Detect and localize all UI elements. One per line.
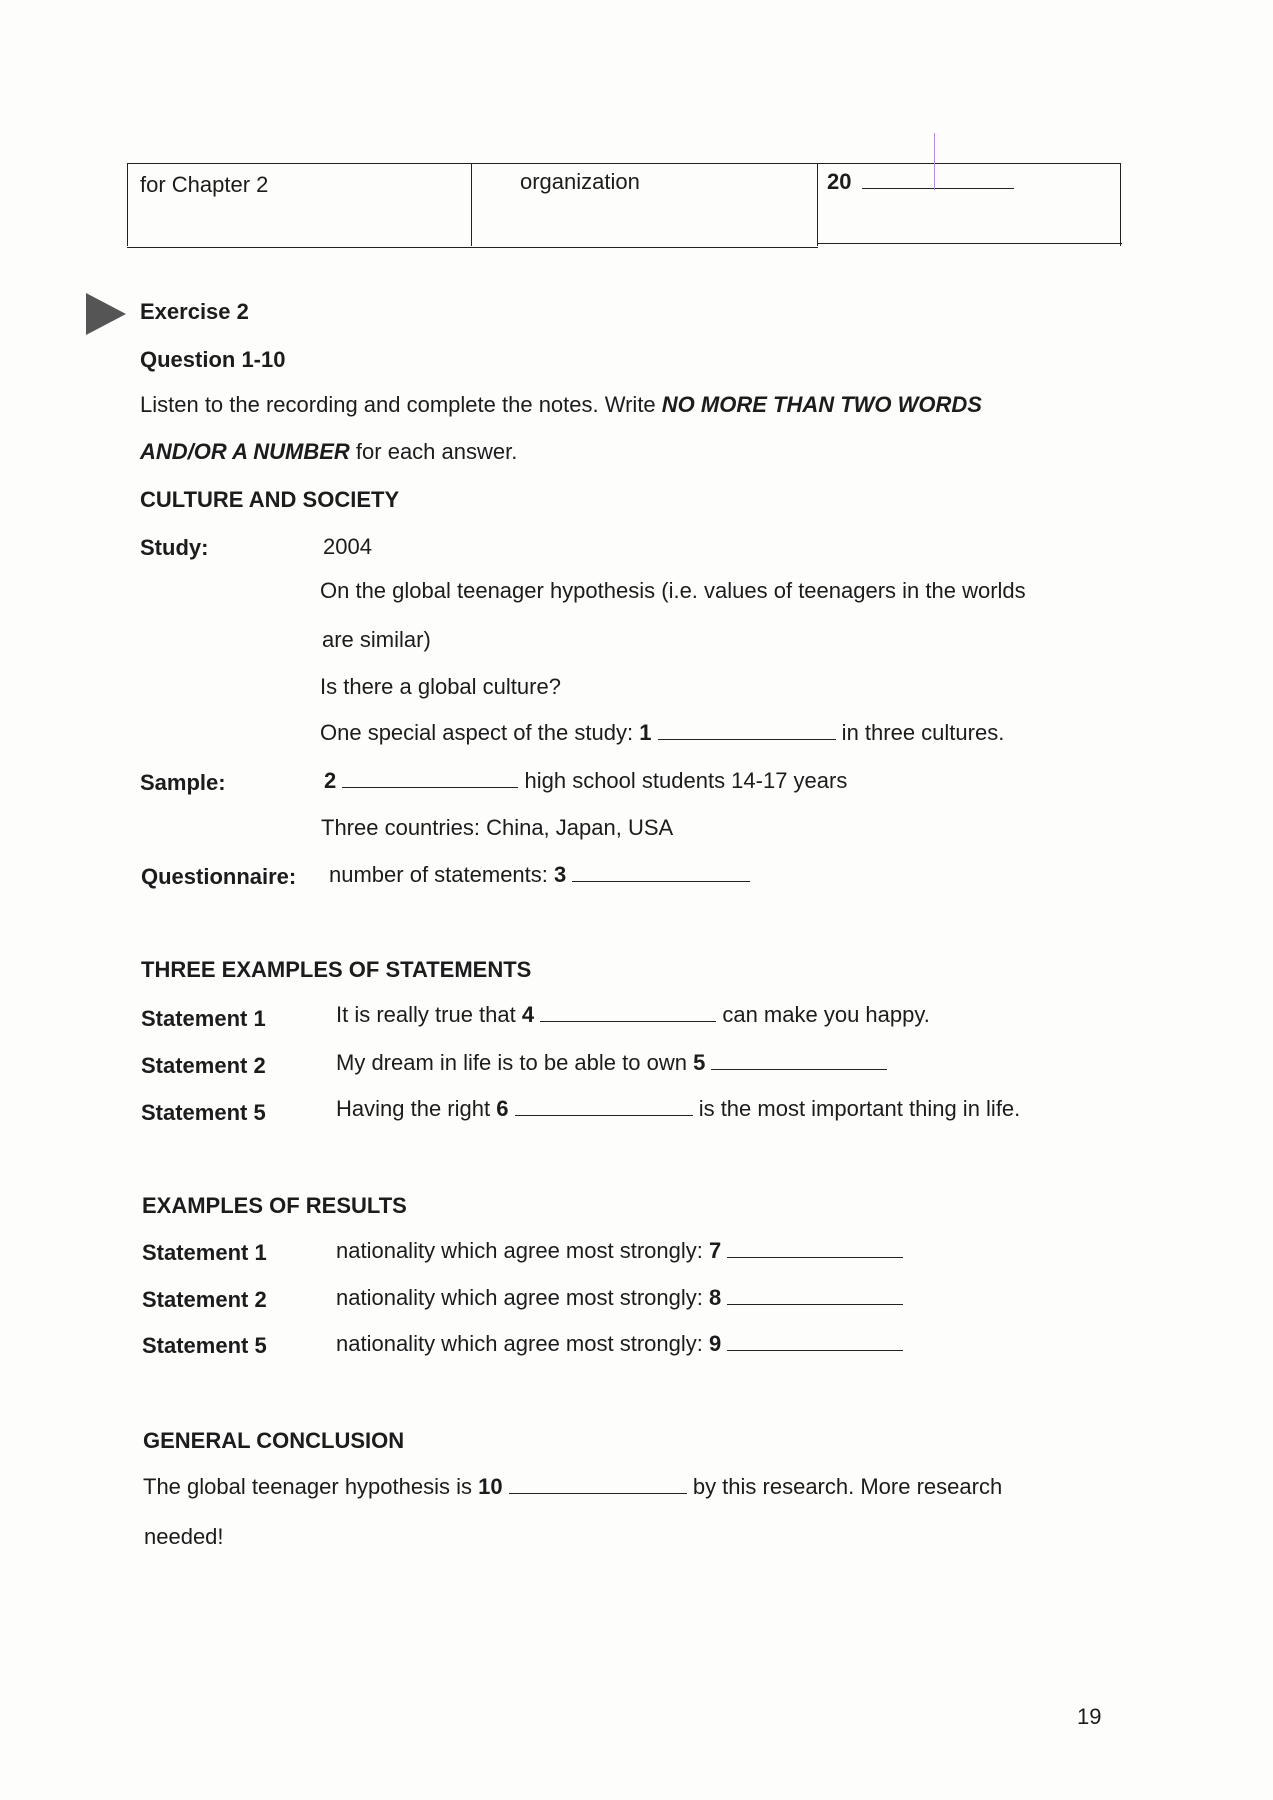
instruction-text-end: for each answer. xyxy=(349,439,518,464)
sample-after: high school students 14-17 years xyxy=(518,768,848,793)
statement-after-3: is the most important thing in life. xyxy=(692,1096,1021,1121)
answer-blank-2[interactable] xyxy=(342,786,518,788)
result-line-2 xyxy=(336,1285,903,1311)
instruction-line-2 xyxy=(140,439,517,465)
study-line-1: On the global teenager hypothesis (i.e. values of teenagers in the worlds xyxy=(320,578,1026,603)
answer-number-6: 6 xyxy=(496,1096,509,1121)
answer-number-3: 3 xyxy=(554,862,567,887)
pen-mark xyxy=(934,133,935,190)
study-aspect-text: One special aspect of the study: xyxy=(320,720,640,745)
answer-number-4: 4 xyxy=(521,1002,535,1027)
answer-blank-3[interactable] xyxy=(572,880,750,882)
result-label-2: Statement 2 xyxy=(142,1287,267,1312)
study-line-3: Is there a global culture? xyxy=(320,674,561,699)
instruction-text: Listen to the recording and complete the notes. Write xyxy=(140,392,662,417)
statement-after-1: can make you happy. xyxy=(716,1002,930,1027)
exercise-title: Exercise 2 xyxy=(140,299,249,324)
result-line-1 xyxy=(336,1238,903,1264)
answer-blank-6[interactable] xyxy=(515,1114,693,1116)
statement-label-2: Statement 2 xyxy=(141,1053,266,1078)
answer-blank-20[interactable] xyxy=(862,187,1014,189)
table-cell-organization xyxy=(471,164,817,246)
answer-blank-10[interactable] xyxy=(509,1492,687,1494)
conclusion-after: by this research. More research xyxy=(686,1474,1003,1499)
play-triangle-icon xyxy=(86,293,126,335)
statement-line-2 xyxy=(336,1050,887,1076)
result-text-2: nationality which agree most strongly: xyxy=(336,1285,709,1310)
answer-blank-8[interactable] xyxy=(727,1303,903,1305)
result-line-3 xyxy=(336,1331,903,1357)
conclusion-line-1 xyxy=(143,1474,1002,1500)
answer-number-7: 7 xyxy=(708,1238,722,1263)
top-table xyxy=(127,163,1121,246)
study-line-2: are similar) xyxy=(322,627,431,652)
sample-line-1 xyxy=(324,768,847,794)
questionnaire-label: Questionnaire: xyxy=(141,864,297,889)
page-number: 19 xyxy=(1077,1704,1102,1729)
answer-blank-1[interactable] xyxy=(658,738,836,740)
answer-blank-9[interactable] xyxy=(727,1349,903,1351)
sample-label: Sample: xyxy=(140,770,226,795)
answer-number-1: 1 xyxy=(639,720,652,745)
table-cell-chapter xyxy=(128,164,471,246)
heading-examples-statements: THREE EXAMPLES OF STATEMENTS xyxy=(141,957,532,982)
answer-blank-5[interactable] xyxy=(711,1068,887,1070)
statement-line-1 xyxy=(336,1002,930,1028)
study-label: Study: xyxy=(140,535,209,560)
result-label-3: Statement 5 xyxy=(142,1333,267,1358)
table-bottom-border-right xyxy=(817,243,1122,244)
conclusion-line-2: needed! xyxy=(144,1524,224,1549)
heading-examples-results: EXAMPLES OF RESULTS xyxy=(142,1193,407,1218)
heading-culture-society: CULTURE AND SOCIETY xyxy=(140,487,400,512)
questionnaire-line xyxy=(329,862,750,888)
instruction-emphasis-2: AND/OR A NUMBER xyxy=(140,439,350,464)
result-label-1: Statement 1 xyxy=(142,1240,267,1265)
answer-number-8: 8 xyxy=(708,1285,722,1310)
sample-countries: Three countries: China, Japan, USA xyxy=(321,815,674,840)
conclusion-text: The global teenager hypothesis is xyxy=(143,1474,479,1499)
statement-text-1: It is really true that xyxy=(336,1002,522,1027)
table-cell-chapter-text: for Chapter 2 xyxy=(140,172,269,197)
answer-blank-4[interactable] xyxy=(540,1020,716,1022)
table-cell-answer-20 xyxy=(817,164,1122,246)
statement-text-3: Having the right xyxy=(336,1096,497,1121)
statement-label-1: Statement 1 xyxy=(141,1006,266,1031)
answer-number-5: 5 xyxy=(693,1050,706,1075)
answer-blank-7[interactable] xyxy=(727,1256,903,1258)
statement-text-2: My dream in life is to be able to own xyxy=(336,1050,694,1075)
table-bottom-border-left xyxy=(127,247,818,248)
instruction-line-1 xyxy=(140,392,982,418)
answer-number-10: 10 xyxy=(478,1474,503,1499)
statement-label-3: Statement 5 xyxy=(141,1100,266,1125)
statement-line-3 xyxy=(336,1096,1020,1122)
result-text-3: nationality which agree most strongly: xyxy=(336,1331,709,1356)
instruction-emphasis-1: NO MORE THAN TWO WORDS xyxy=(661,392,982,417)
study-aspect-after: in three cultures. xyxy=(835,720,1005,745)
answer-number-9: 9 xyxy=(708,1331,722,1356)
question-range: Question 1-10 xyxy=(140,347,286,372)
result-text-1: nationality which agree most strongly: xyxy=(336,1238,709,1263)
questionnaire-text: number of statements: xyxy=(329,862,554,887)
heading-general-conclusion: GENERAL CONCLUSION xyxy=(143,1428,405,1453)
answer-number-2: 2 xyxy=(324,768,337,793)
study-year: 2004 xyxy=(323,534,372,559)
table-cell-organization-text: organization xyxy=(520,169,640,194)
answer-number-20: 20 xyxy=(827,169,852,194)
study-line-4 xyxy=(320,720,1004,746)
